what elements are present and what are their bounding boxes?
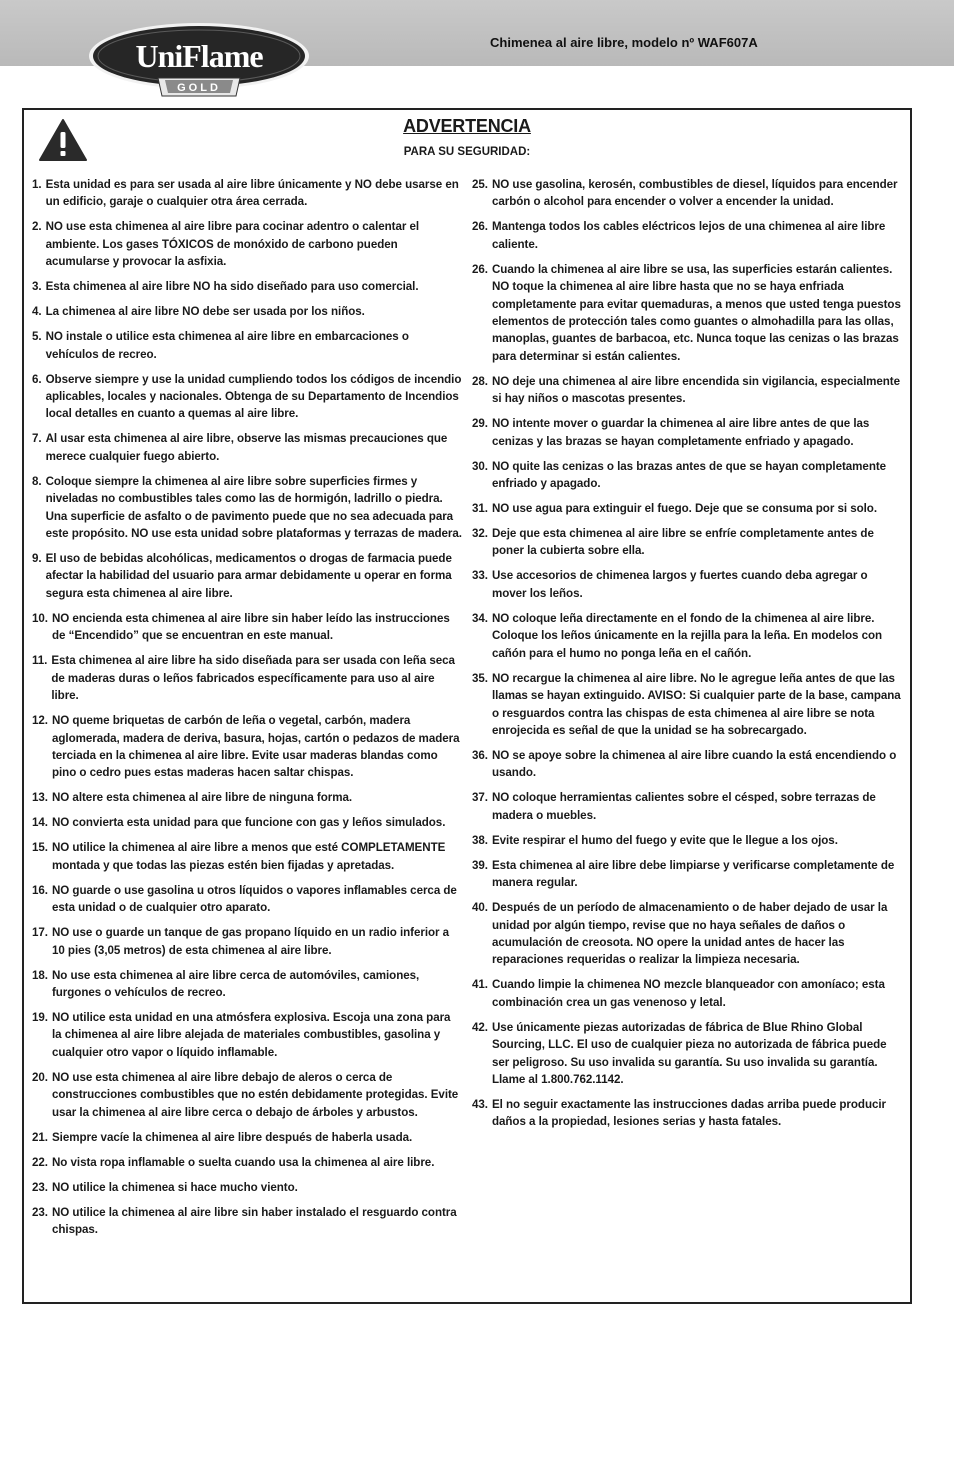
list-item [472,218,904,253]
list-item [32,303,462,320]
item-text: NO queme briquetas de carbón de leña o vegetal, carbón, madera aglomerada, madera de deriva, basura, hojas, cartón o pedazos de madera terciada en la chimenea al aire libre. Evite usar maderas blandas como pino o cedro pues estas maderas hacen saltar chispas. [51,714,460,780]
left-column [32,176,462,1246]
list-item [32,1154,462,1171]
item-number: 28. [472,374,488,388]
item-text: NO se apoye sobre la chimenea al aire libre cuando la está encendiendo o usando. [491,748,897,780]
item-text: La chimenea al aire libre NO debe ser usada por los niños. [45,305,365,319]
list-item [472,373,904,408]
list-item [472,857,904,892]
document-title: Chimenea al aire libre, modelo nº WAF607A [490,35,758,50]
item-number: 4. [32,305,42,319]
item-text: NO coloque herramientas calientes sobre el césped, sobre terrazas de madera o muebles. [491,791,876,822]
item-number: 7. [32,432,42,446]
item-text: NO encienda esta chimenea al aire libre sin haber leído las instrucciones de “Encendido” que se encuentran en este manual. [51,611,450,643]
item-number: 41. [472,978,488,992]
item-number: 39. [472,858,488,872]
list-item [32,328,462,363]
item-number: 21. [32,1130,48,1144]
item-number: 11. [32,654,48,668]
item-text: Esta chimenea al aire libre ha sido diseñada para ser usada con leña seca de maderas duras o leños fabricados específicamente para uso al aire libre. [51,654,455,703]
item-number: 9. [32,552,42,566]
list-item [32,550,462,602]
item-number: 14. [32,816,48,830]
item-text: NO intente mover o guardar la chimenea al aire libre antes de que las cenizas y las brazas se hayan completamente enfriado y apagado. [491,417,870,448]
item-text: Al usar esta chimenea al aire libre, observe las mismas precauciones que merece cualquier fuego abierto. [45,432,448,463]
item-number: 37. [472,791,488,805]
item-number: 33. [472,569,488,583]
list-item [472,261,904,365]
list-item [32,1009,462,1061]
list-item [472,1019,904,1089]
item-number: 8. [32,474,42,488]
list-item [472,899,904,969]
item-number: 22. [32,1155,48,1169]
list-item [32,278,462,295]
list-item [472,747,904,782]
item-number: 30. [472,459,488,473]
list-item [472,525,904,560]
item-text: Deje que esta chimenea al aire libre se enfríe completamente antes de poner la cubierta sobre ella. [491,527,874,558]
uniflame-gold-logo [88,22,310,100]
list-item [472,458,904,493]
list-item [32,1069,462,1121]
list-item [32,712,462,782]
list-item [32,1204,462,1239]
item-number: 34. [472,611,488,625]
item-number: 35. [472,671,488,685]
item-number: 23. [32,1180,48,1194]
item-number: 40. [472,901,488,915]
item-text: Esta chimenea al aire libre debe limpiarse y verificarse completamente de manera regular. [491,858,895,890]
list-item [32,839,462,874]
item-number: 5. [32,330,42,344]
item-number: 36. [472,748,488,762]
list-item [472,832,904,849]
right-column [472,176,904,1138]
item-text: No vista ropa inflamable o suelta cuando usa la chimenea al aire libre. [51,1155,435,1169]
list-item [472,567,904,602]
list-item [32,610,462,645]
item-text: NO utilice la chimenea si hace mucho viento. [51,1180,298,1194]
item-text: Esta chimenea al aire libre NO ha sido diseñado para uso comercial. [45,280,419,294]
list-item [472,1096,904,1131]
item-number: 16. [32,883,48,897]
item-text: Observe siempre y use la unidad cumpliendo todos los códigos de incendio aplicables, locales y nacionales. Obtenga de su Departamento de Incendios local detalles en cuanto a quemas al aire libre. [45,372,462,421]
item-number: 1. [32,178,42,191]
list-item [472,976,904,1011]
item-text: NO use esta chimenea al aire libre para cocinar adentro o calentar el ambiente. Los gases TÓXICOS de monóxido de carbono pueden acumularse y provocar la asfixia. [45,220,420,269]
item-text: NO utilice la chimenea al aire libre sin haber instalado el resguardo contra chispas. [51,1205,457,1236]
item-text: No use esta chimenea al aire libre cerca de automóviles, camiones, furgones o vehículos de recreo. [51,968,420,999]
item-text: NO utilice la chimenea al aire libre a menos que esté COMPLETAMENTE montada y que todas las piezas estén bien fijadas y apretadas. [51,841,446,872]
item-text: NO instale o utilice esta chimenea al aire libre en embarcaciones o vehículos de recreo. [45,330,409,361]
item-text: El no seguir exactamente las instrucciones dadas arriba puede producir daños a la propiedad, lesiones serias y hasta fatales. [491,1097,887,1129]
list-item [472,500,904,517]
item-text: NO utilice esta unidad en una atmósfera explosiva. Escoja una zona para la chimenea al aire libre alejada de materiales combustibles, gasolina y cualquier otro vapor o líquido inflamable. [51,1010,451,1059]
item-text: NO guarde o use gasolina u otros líquidos o vapores inflamables cerca de esta unidad o de cualquier otro aparato. [51,883,457,915]
item-text: NO altere esta chimenea al aire libre de ninguna forma. [51,791,353,805]
item-number: 2. [32,220,42,234]
list-item [32,430,462,465]
list-item [32,1129,462,1146]
item-number: 26. [472,220,488,234]
item-number: 18. [32,968,48,982]
list-item [32,1179,462,1196]
item-text: Evite respirar el humo del fuego y evite que le llegue a los ojos. [491,833,838,847]
item-text: NO coloque leña directamente en el fondo de la chimenea al aire libre. Coloque los leños únicamente en la rejilla para la leña. En modelos con cañón para el humo no ponga leña en el cañón. [491,611,883,660]
item-number: 29. [472,417,488,431]
item-number: 43. [472,1097,488,1111]
item-text: NO use agua para extinguir el fuego. Deje que se consuma por si solo. [491,502,878,516]
list-item [32,967,462,1002]
item-number: 17. [32,926,48,940]
item-text: NO convierta esta unidad para que funcione con gas y leños simulados. [51,816,446,830]
item-text: El uso de bebidas alcohólicas, medicamentos o drogas de farmacia puede afectar la habilidad del usuario para armar debidamente u operar en forma segura esta chimenea al aire libre. [45,552,452,600]
logo-sub-text: GOLD [177,82,221,94]
item-number: 32. [472,527,488,541]
list-item [32,371,462,423]
item-text: NO use gasolina, kerosén, combustibles de diesel, líquidos para encender carbón o alcohol para encender o volver a encender la unidad. [491,178,898,209]
item-number: 10. [32,611,48,625]
warning-heading: ADVERTENCIA [403,116,531,136]
item-text: Después de un período de almacenamiento o de haber dejado de usar la unidad por algún tiempo, revise que no haya señales de daños o acumulación de creosota. NO opere la unidad antes de hacer las reparaciones requeridas o realizar la limpieza necesaria. [491,901,888,967]
list-item [472,415,904,450]
list-item [32,882,462,917]
list-item [472,789,904,824]
item-text: Coloque siempre la chimenea al aire libre sobre superficies firmes y niveladas no combustibles tales como las de hormigón, ladrillo o piedra. Una superficie de asfalto o de pavimento puede que no sea adecuada para este propósito. NO use esta unidad sobre plataformas y terrazas de madera. [45,474,462,541]
warning-box [22,108,912,1304]
item-number: 42. [472,1020,488,1034]
item-text: Cuando limpie la chimenea NO mezcle blanqueador con amoníaco; esta combinación crea un gas venenoso y letal. [491,978,885,1009]
list-item [472,610,904,662]
list-item [472,176,904,211]
item-text: NO recargue la chimenea al aire libre. No le agregue leña antes de que las llamas se hayan extinguido. AVISO: Si cualquier parte de la base, campana o resguardos contra las chispas de esta chimenea al aire libre se nota enrojecida es señal de que la unidad se ha sobrecargado. [491,671,901,737]
warning-subheading: PARA SU SEGURIDAD: [403,146,531,158]
item-number: 12. [32,714,48,728]
item-number: 25. [472,178,488,191]
item-text: Use accesorios de chimenea largos y fuertes cuando deba agregar o mover los leños. [491,569,868,600]
list-item [32,924,462,959]
item-text: Siempre vacíe la chimenea al aire libre después de haberla usada. [51,1130,413,1144]
item-number: 38. [472,833,488,847]
item-number: 19. [32,1010,48,1024]
item-number: 26. [472,262,488,276]
item-text: NO deje una chimenea al aire libre encendida sin vigilancia, especialmente si hay niños o mascotas presentes. [491,374,901,406]
item-number: 13. [32,791,48,805]
item-number: 31. [472,502,488,516]
list-item [32,473,462,543]
list-item [32,789,462,806]
item-text: NO use esta chimenea al aire libre debajo de aleros o cerca de construcciones combustibles que no estén debidamente protegidas. Evite usar la chimenea al aire libre cerca o debajo de árboles y arbustos. [51,1070,459,1119]
item-text: Mantenga todos los cables eléctricos lejos de una chimenea al aire libre caliente. [491,220,886,251]
logo-brand-text: UniFlame [135,38,263,74]
list-item [472,670,904,740]
item-text: Cuando la chimenea al aire libre se usa, las superficies estarán calientes. NO toque la chimenea al aire libre hasta que no se haya enfriada completamente para evitar quemaduras, a menos que usted tenga puestos elementos de protección tales como guantes o almohadilla para las ollas, manoplas, guantes de barbacoa, etc. Nunca toque las cenizas o las brazas para determinar si están calientes. [491,262,901,363]
list-item [32,652,462,704]
item-text: Use únicamente piezas autorizadas de fábrica de Blue Rhino Global Sourcing, LLC. El uso de cualquier pieza no autorizada de fábrica puede ser peligroso. Su uso invalida su garantía. Su uso invalida su garantía. Llame al 1.800.762.1142. [491,1020,887,1086]
list-item [32,176,462,211]
item-number: 23. [32,1205,48,1219]
item-text: Esta unidad es para ser usada al aire libre únicamente y NO debe usarse en un edificio, garaje o cualquier otra área cerrada. [45,178,459,209]
item-text: NO use o guarde un tanque de gas propano líquido en un radio inferior a 10 pies (3,05 metros) de esta chimenea al aire libre. [51,926,450,957]
list-item [32,218,462,270]
item-number: 3. [32,280,42,294]
item-number: 15. [32,841,48,855]
item-number: 20. [32,1070,48,1084]
list-item [32,814,462,831]
item-text: NO quite las cenizas o las brazas antes de que se hayan completamente enfriado y apagado. [491,459,887,491]
item-number: 6. [32,372,42,386]
